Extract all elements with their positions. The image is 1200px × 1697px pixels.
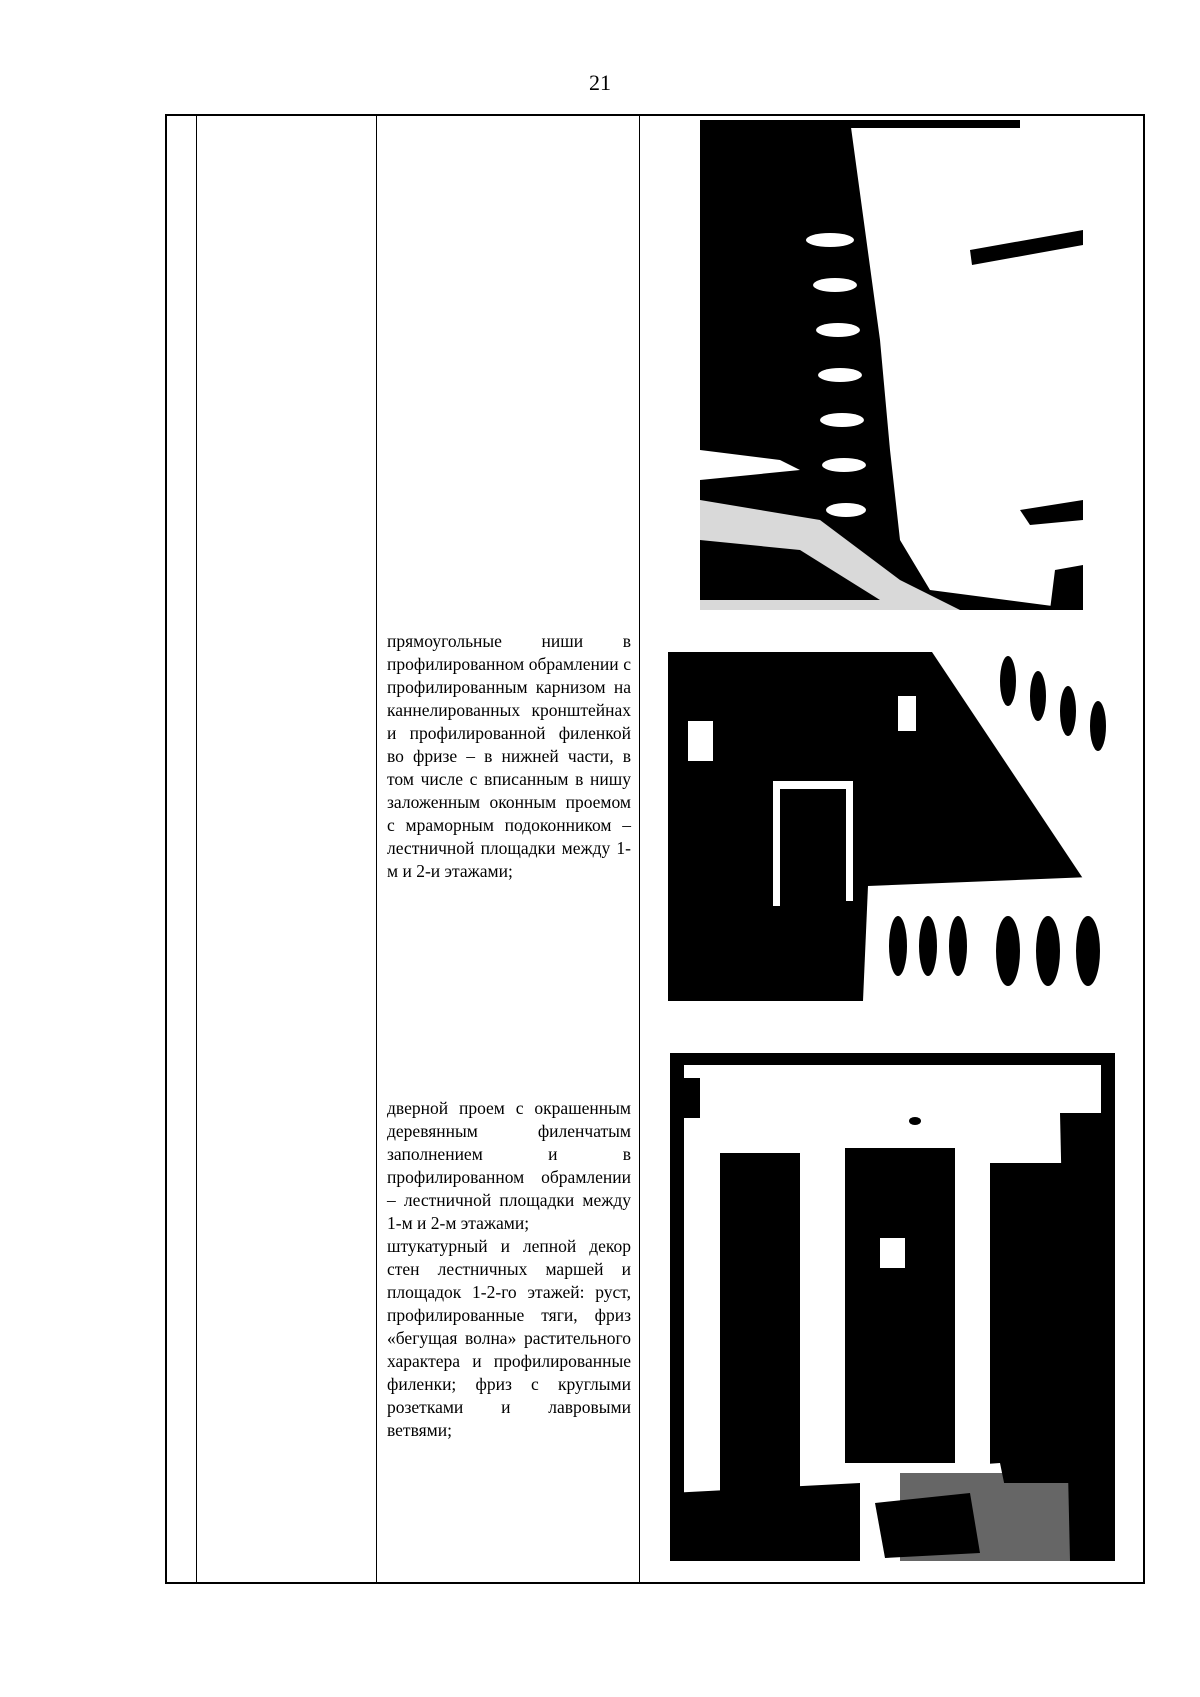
column-divider-2 xyxy=(376,116,377,1582)
column-divider-3 xyxy=(639,116,640,1582)
description-niches xyxy=(387,630,631,883)
description-door-text: дверной проем с окрашенным деревянным филенчатым заполнением и в профилированном обрамлении – лестничной площадки между 1-м и 2-м этажами; xyxy=(387,1098,631,1233)
description-door-and-decor xyxy=(387,1097,631,1442)
page-number: 21 xyxy=(589,70,611,95)
photo-door-opening xyxy=(670,1053,1115,1561)
description-niches-text: прямоугольные ниши в профилированном обрамлении с профилированным карнизом на каннелированных кронштейнах и профилированной филенкой во фризе – в нижней части, в том числе с вписанным в нишу заложенным оконным проемом с мраморным подоконником – лестничной площадки между 1-м и 2-и этажами; xyxy=(387,631,631,881)
photo-rectangular-niche xyxy=(668,646,1115,1001)
photo-stair-wall-decor xyxy=(700,120,1083,610)
column-divider-1 xyxy=(196,116,197,1582)
description-decor-text: штукатурный и лепной декор стен лестничных маршей и площадок 1-2-го этажей: руст, профилированные тяги, фриз «бегущая волна» растительного характера и профилированные филенки; фриз с круглыми розетками и лавровыми ветвями; xyxy=(387,1236,631,1440)
